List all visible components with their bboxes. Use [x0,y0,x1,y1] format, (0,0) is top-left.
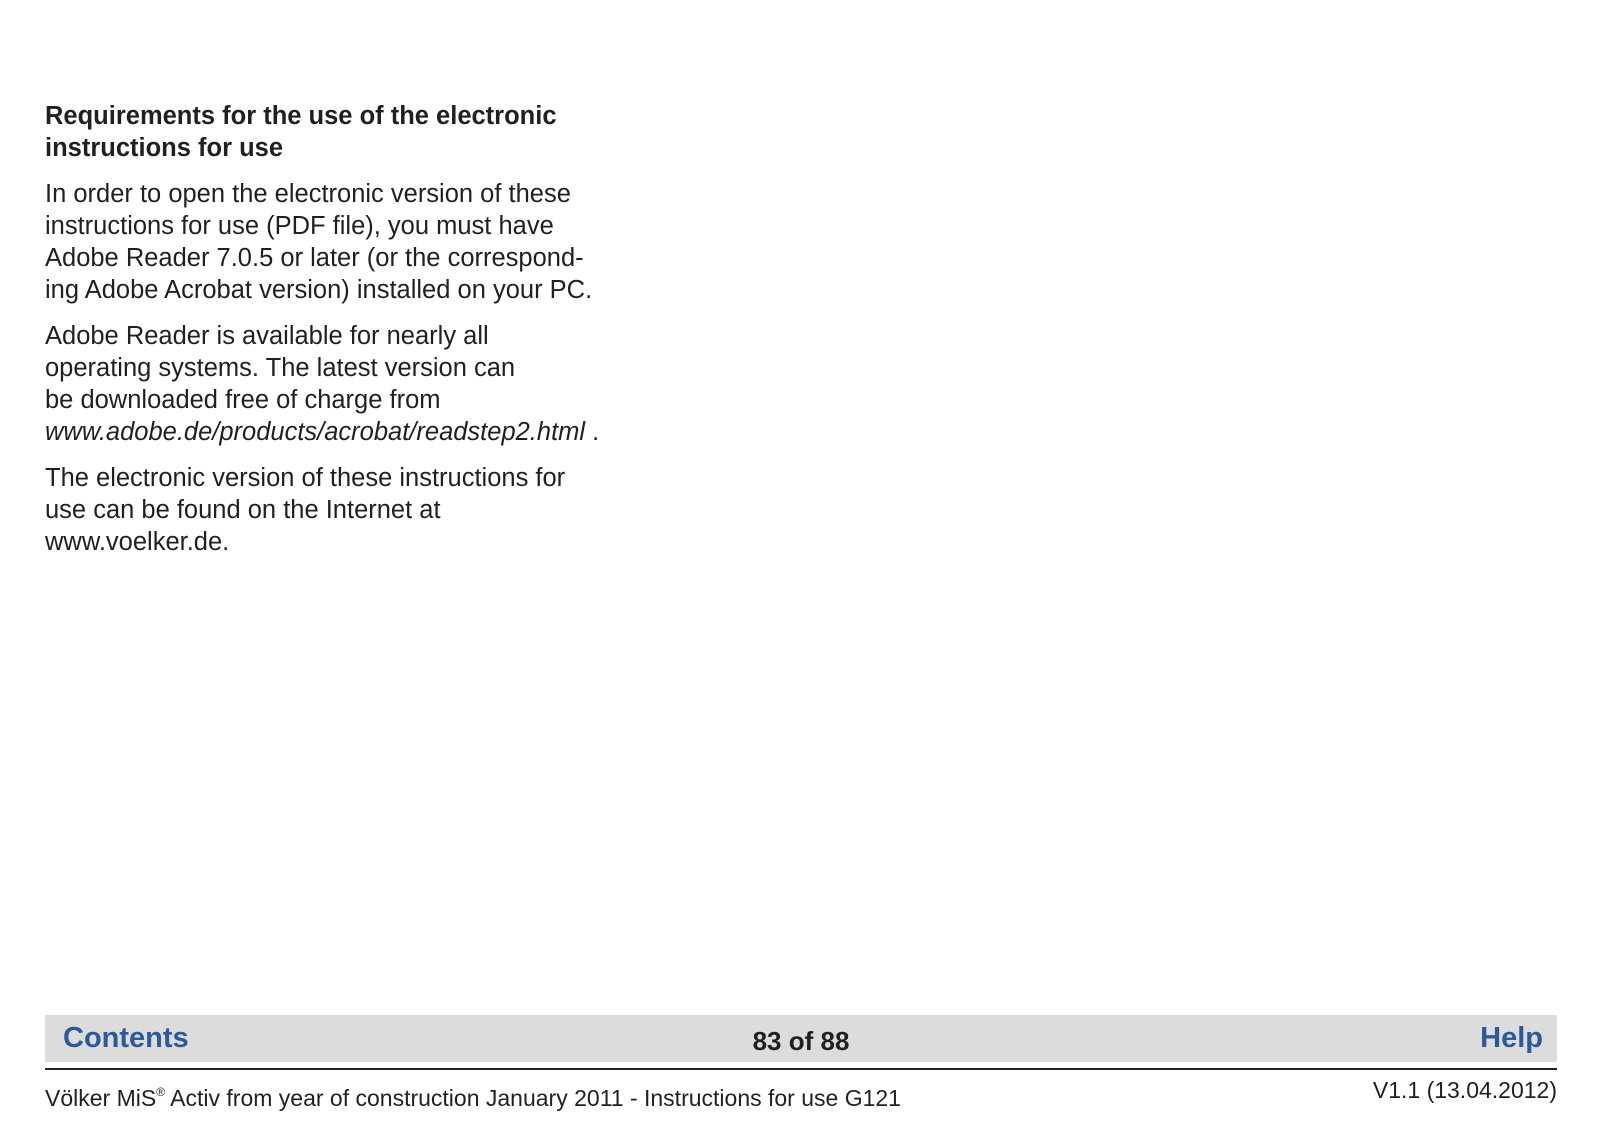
footer-divider [45,1068,1557,1070]
paragraph-line: instructions for use (PDF file), you must have [45,212,554,240]
paragraph-line: In order to open the electronic version of these [45,180,571,208]
footer-version: V1.1 (13.04.2012) [1372,1077,1557,1103]
paragraph-requirements [45,178,645,306]
footer-title-suffix: Activ from year of construction January 2011 - Instructions for use G121 [165,1085,901,1111]
paragraph-adobe-reader [45,320,645,448]
paragraph-electronic-version [45,462,645,558]
page-number: 83 of 88 [752,1026,850,1056]
paragraph-line: Adobe Reader is available for nearly all [45,322,489,350]
footer-document-title [45,1075,901,1115]
paragraph-line: The electronic version of these instructions for [45,464,566,492]
paragraph-line: be downloaded free of charge from [45,386,441,414]
navigation-bar [45,1015,1557,1062]
footer-title-prefix: Völker MiS [45,1085,157,1111]
paragraph-line: www.voelker.de. [45,528,230,556]
help-link[interactable]: Help [1480,1022,1543,1054]
registered-mark: ® [156,1085,166,1099]
contents-link[interactable]: Contents [63,1022,189,1054]
paragraph-line-link [45,416,645,448]
paragraph-line: ing Adobe Acrobat version) installed on your PC. [45,276,593,304]
paragraph-line: operating systems. The latest version can [45,354,516,382]
adobe-download-url: www.adobe.de/products/acrobat/readstep2.html [45,418,586,446]
section-heading-line-2: instructions for use [45,134,284,162]
paragraph-line: use can be found on the Internet at [45,496,441,524]
url-suffix: . [585,418,600,446]
paragraph-line: Adobe Reader 7.0.5 or later (or the correspond- [45,244,584,272]
section-heading-line-1: Requirements for the use of the electronic [45,102,557,130]
page-content [45,100,645,572]
section-heading [45,100,645,164]
